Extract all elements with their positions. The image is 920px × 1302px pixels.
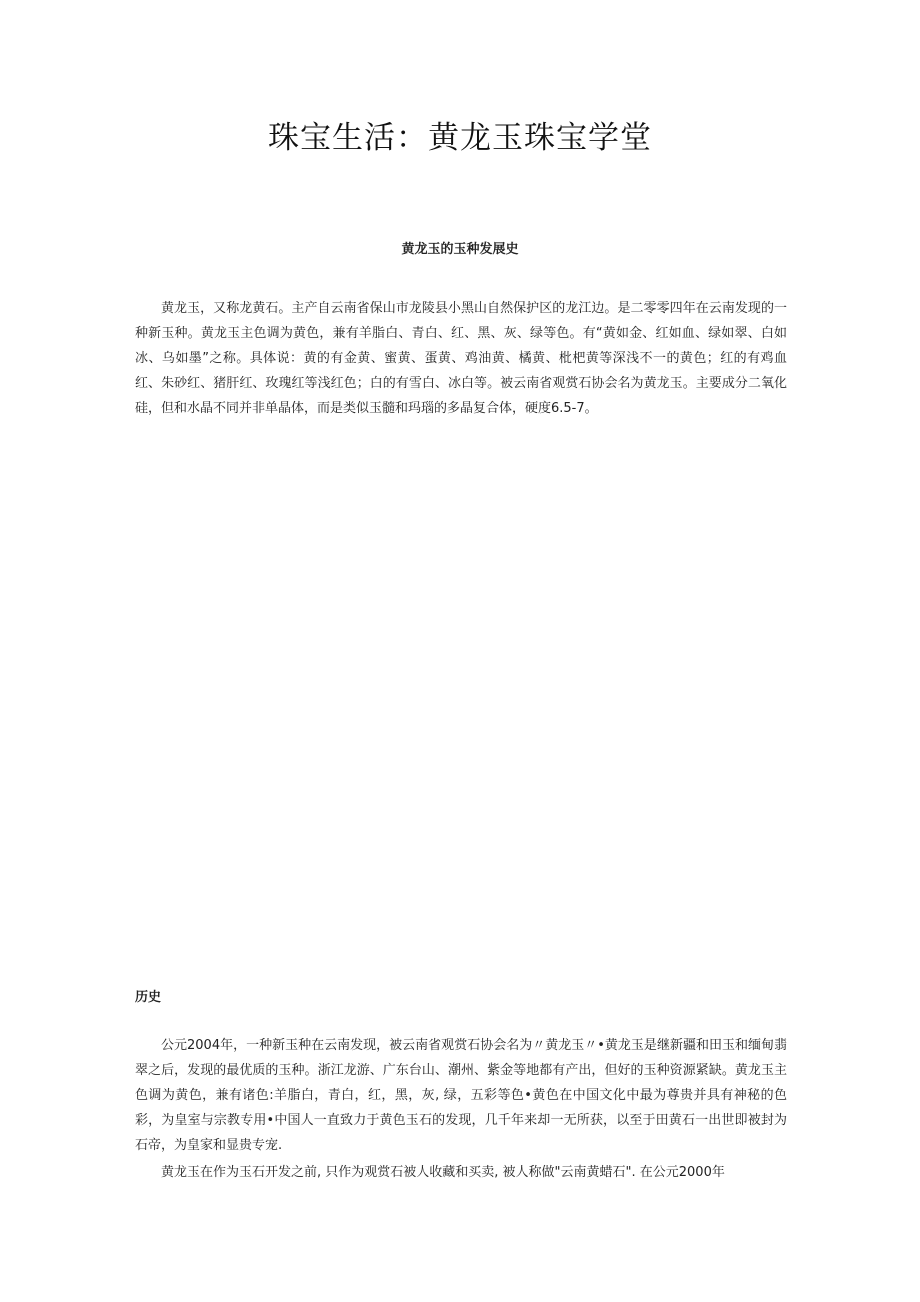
history-paragraph-1: 公元2004年，一种新玉种在云南发现，被云南省观赏石协会名为〃黄龙玉〃•黄龙玉是继新疆和田玉和缅甸翡翠之后，发现的最优质的玉种。浙江龙游、广东台山、潮州、紫金等地都有产出，但好的玉种资源紧缺。黄龙玉主色调为黄色，兼有诸色:羊脂白，青白，红，黑，灰, 绿，五彩等色•黄色在中国文化中最为尊贵并具有神秘的色彩，为皇室与宗教专用•中国人一直致力于黄色玉石的发现，几千年来却一无所获，以至于田黄石一出世即被封为石帝，为皇家和显贵专宠. bbox=[135, 1038, 787, 1153]
history-paragraph-2: 黄龙玉在作为玉石开发之前, 只作为观赏石被人收藏和买卖, 被人称做"云南黄蜡石". 在公元2000年 bbox=[161, 1165, 725, 1180]
page-title: 珠宝生活：黄龙玉珠宝学堂 bbox=[268, 120, 652, 156]
intro-paragraph: 黄龙玉，又称龙黄石。主产自云南省保山市龙陵县小黑山自然保护区的龙江边。是二零零四年在云南发现的一种新玉种。黄龙玉主色调为黄色，兼有羊脂白、青白、红、黑、灰、绿等色。有“黄如金、红如血、绿如翠、白如冰、乌如墨”之称。具体说：黄的有金黄、蜜黄、蛋黄、鸡油黄、橘黄、枇杷黄等深浅不一的黄色；红的有鸡血红、朱砂红、猪肝红、玫瑰红等浅红色；白的有雪白、冰白等。被云南省观赏石协会名为黄龙玉。主要成分二氧化硅，但和水晶不同并非单晶体，而是类似玉髓和玛瑙的多晶复合体，硬度6.5-7。 bbox=[135, 301, 787, 416]
section-heading-history: 历史 bbox=[135, 990, 162, 1005]
section-heading-history-of-jade: 黄龙玉的玉种发展史 bbox=[401, 242, 519, 257]
